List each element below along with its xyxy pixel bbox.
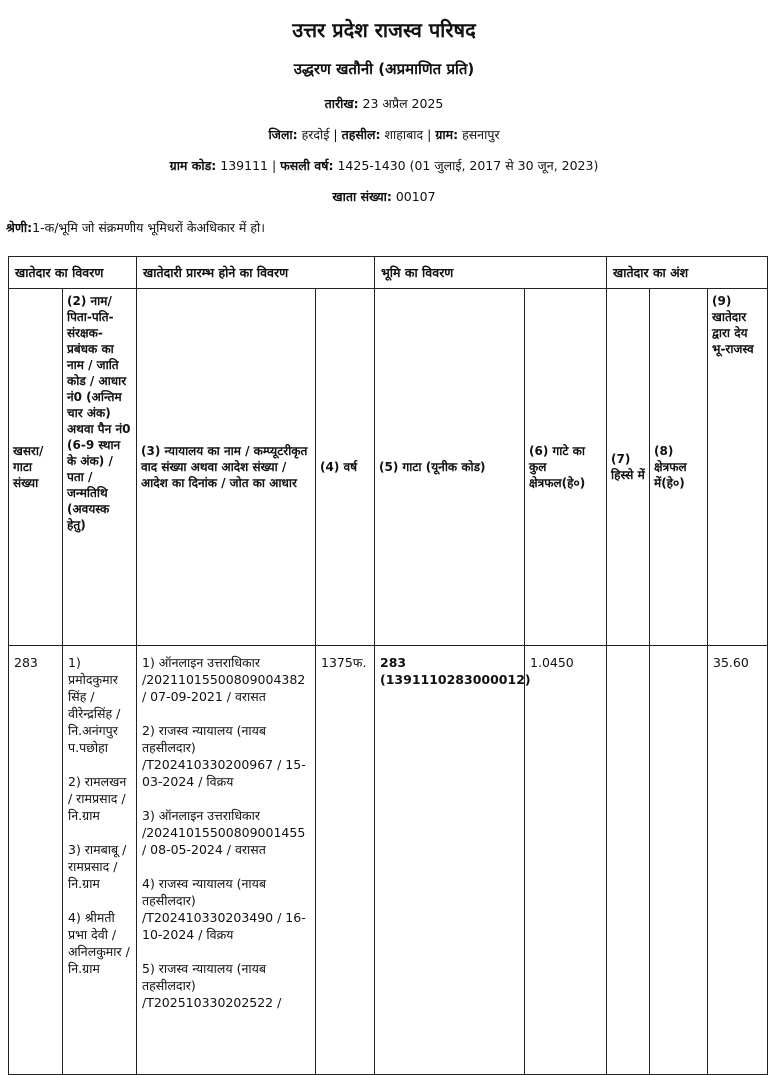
col-header-revenue: (9) खातेदार द्वारा देय भू-राजस्व — [708, 289, 768, 646]
group-header-owner: खातेदार का विवरण — [9, 257, 137, 289]
col-header-total-area: (6) गाटे का कुल क्षेत्रफल(हे०) — [525, 289, 607, 646]
village-code-value: 139111 — [220, 158, 268, 173]
gata-number: 283 — [380, 655, 407, 670]
fasli-value: 1425-1430 (01 जुलाई, 2017 से 30 जून, 2023) — [337, 158, 599, 173]
owner-entry: 2) रामलखन / रामप्रसाद / नि.ग्राम — [68, 774, 127, 823]
cell-owners — [63, 646, 137, 1075]
cell-orders — [137, 646, 316, 1075]
document-subtitle: उद्धरण खतौनी (अप्रमाणित प्रति) — [293, 60, 475, 78]
page-title: उत्तर प्रदेश राजस्व परिषद — [292, 18, 476, 42]
category-line — [6, 219, 265, 236]
owner-entry: 4) श्रीमती प्रभा देवी / अनिलकुमार / नि.ग्राम — [68, 910, 130, 976]
col-header-khasra: खसरा/ गाटा संख्या — [9, 289, 63, 646]
code-line: ग्राम कोड: 139111 | फसली वर्ष: 1425-1430 (01 जुलाई, 2017 से 30 जून, 2023) — [169, 158, 599, 173]
cell-gata — [375, 646, 531, 1075]
order-entry: 5) राजस्व न्यायालय (नायब तहसीलदार) /T202510330202522 / — [142, 961, 282, 1010]
col-header-gata: (5) गाटा (यूनीक कोड) — [375, 289, 525, 646]
cell-area — [650, 646, 708, 1075]
group-header-row — [9, 257, 768, 289]
category-value: 1-क/भूमि जो संक्रमणीय भूमिधरों केअधिकार में हो। — [32, 220, 265, 235]
group-header-share: खातेदार का अंश — [607, 257, 768, 289]
table-row — [9, 646, 768, 1075]
col-header-year: (4) वर्ष — [316, 289, 375, 646]
khata-value: 00107 — [395, 189, 436, 204]
owner-entry: 1) प्रमोदकुमार सिंह / वीरेन्द्रसिंह / नि.अनंगपुर प.पछोहा — [68, 655, 121, 755]
fasli-label: फसली वर्ष: — [280, 158, 334, 173]
col-header-share: (7) हिस्से में — [607, 289, 650, 646]
cell-share — [607, 646, 650, 1075]
col-header-owner: (2) नाम/पिता-पति-संरक्षक-प्रबंधक का नाम / जाति कोड / आधार नं0 (अन्तिम चार अंक) अथवा पैन नं0 (6-9 स्थान के अंक) / पता / जन्मतिथि (अवयस्क हेतु) — [63, 289, 137, 646]
khatauni-table — [8, 256, 768, 1075]
district-label: जिला: — [268, 127, 298, 142]
village-label: ग्राम: — [435, 127, 459, 142]
cell-revenue: 35.60 — [708, 646, 768, 1075]
tehsil-value: शाहाबाद — [384, 127, 424, 142]
khata-line — [0, 188, 768, 205]
district-value: हरदोई — [301, 127, 330, 142]
tehsil-label: तहसील: — [341, 127, 381, 142]
order-entry: 1) ऑनलाइन उत्तराधिकार /202110155008090043​82 / 07-09-2021 / वरासत — [142, 655, 306, 704]
cell-year: 1375फ. — [316, 646, 375, 1075]
village-value: हसनापुर — [462, 127, 500, 142]
order-entry: 2) राजस्व न्यायालय (नायब तहसीलदार) /T202410330200967 / 15-03-2024 / विक्रय — [142, 723, 306, 789]
col-header-order: (3) न्यायालय का नाम / कम्प्यूटरीकृत वाद संख्या अथवा आदेश संख्या / आदेश का दिनांक / जोत का आधार — [137, 289, 316, 646]
category-label: श्रेणी: — [6, 220, 33, 235]
location-line: जिला: हरदोई | तहसील: शाहाबाद | ग्राम: हसनापुर — [268, 127, 500, 142]
village-code-label: ग्राम कोड: — [169, 158, 217, 173]
khata-label: खाता संख्या: — [332, 189, 392, 204]
order-entry: 3) ऑनलाइन उत्तराधिकार /202410155008090014​55 / 08-05-2024 / वरासत — [142, 808, 306, 857]
column-header-row — [9, 289, 768, 646]
date-line — [0, 95, 768, 112]
order-entry: 4) राजस्व न्यायालय (नायब तहसीलदार) /T202410330203490 / 16-10-2024 / विक्रय — [142, 876, 306, 942]
group-header-tenure: खातेदारी प्रारम्भ होने का विवरण — [137, 257, 375, 289]
date-label: तारीख: — [324, 96, 359, 111]
group-header-land: भूमि का विवरण — [375, 257, 607, 289]
cell-khasra: 283 — [9, 646, 63, 1075]
col-header-area: (8) क्षेत्रफल में(हे०) — [650, 289, 708, 646]
gata-code: (1391110283000012) — [380, 672, 531, 687]
date-value: 23 अप्रैल 2025 — [362, 96, 444, 111]
cell-total-area: 1.0450 — [525, 646, 607, 1075]
owner-entry: 3) रामबाबू / रामप्रसाद / नि.ग्राम — [68, 842, 127, 891]
